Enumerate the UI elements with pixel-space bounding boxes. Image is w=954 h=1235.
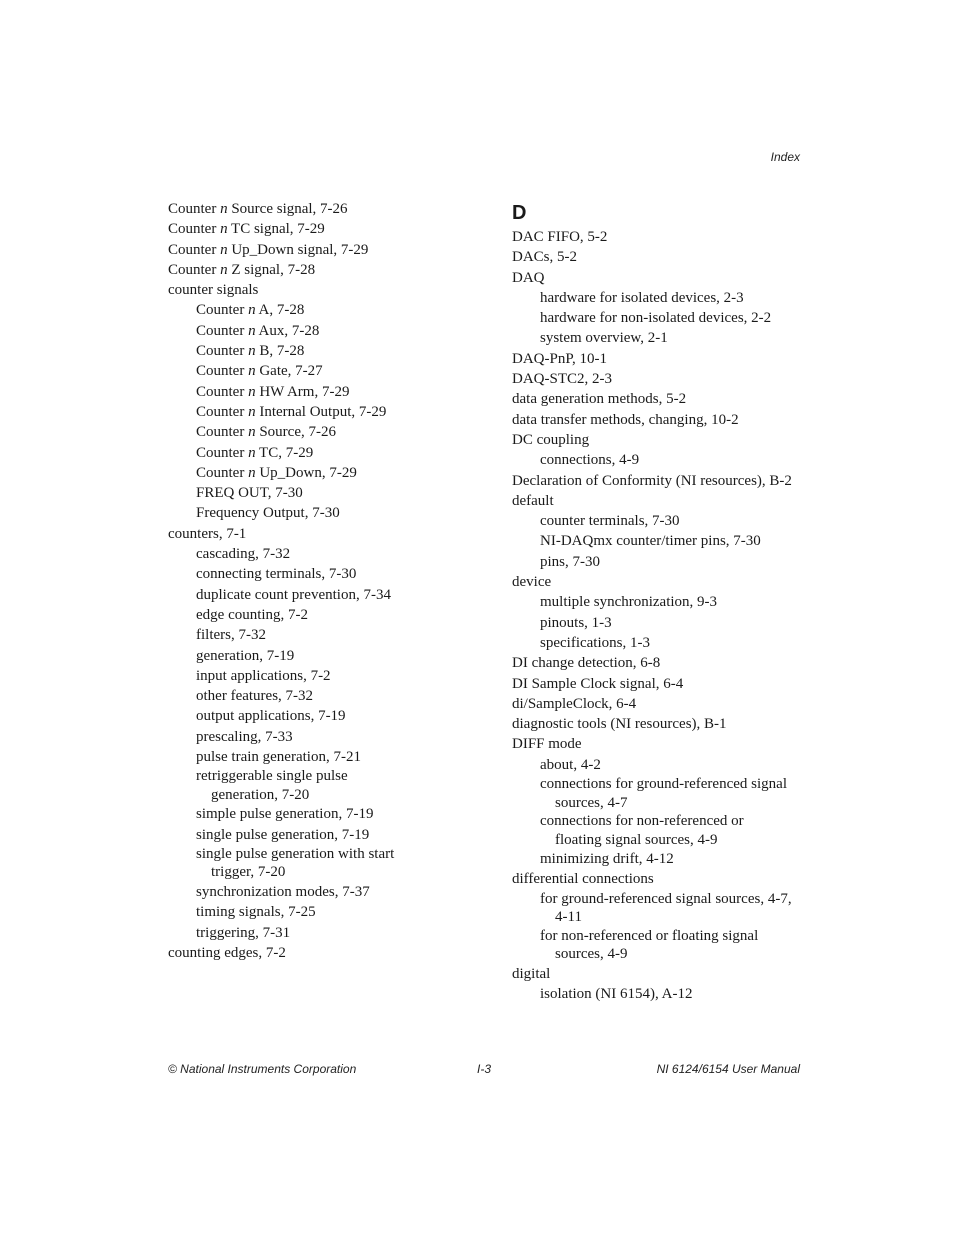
- index-subentry: pins, 7-30: [540, 553, 600, 570]
- index-subentry: duplicate count prevention, 7-34: [196, 586, 391, 603]
- index-subentry: NI-DAQmx counter/timer pins, 7-30: [540, 533, 761, 550]
- index-entry: Counter n Up_Down signal, 7-29: [168, 241, 369, 258]
- index-subentry: edge counting, 7-2: [196, 606, 309, 623]
- index-subentry: generation, 7-19: [196, 647, 295, 664]
- footer-copyright: © National Instruments Corporation: [168, 1062, 357, 1076]
- index-subentry: connections for non-referenced or floating signal sources, 4-9: [540, 813, 744, 848]
- footer-manual-title: NI 6124/6154 User Manual: [656, 1062, 800, 1076]
- index-subentry: filters, 7-32: [196, 627, 266, 644]
- index-entry: digital: [512, 965, 551, 982]
- index-subentry: other features, 7-32: [196, 688, 314, 705]
- index-entry: DIFF mode: [512, 736, 582, 753]
- index-entry: DAC FIFO, 5-2: [512, 229, 608, 245]
- index-subentry: single pulse generation with start trigger, 7-20: [196, 845, 395, 881]
- index-entry: differential connections: [512, 871, 654, 888]
- index-subentry: about, 4-2: [540, 756, 601, 773]
- index-subentry: connecting terminals, 7-30: [196, 566, 357, 583]
- index-entry: data generation methods, 5-2: [512, 391, 687, 408]
- index-subentry: retriggerable single pulse generation, 7-20: [196, 768, 348, 803]
- index-subentry: Counter n Source, 7-26: [196, 424, 336, 441]
- index-entry: device: [512, 574, 552, 591]
- index-subentry: synchronization modes, 7-37: [196, 883, 370, 900]
- index-subentry: hardware for isolated devices, 2-3: [540, 289, 744, 306]
- index-subentry: Frequency Output, 7-30: [196, 505, 340, 522]
- index-subentry: minimizing drift, 4-12: [540, 851, 674, 868]
- index-subentry: connections for ground-referenced signal sources, 4-7: [540, 776, 787, 811]
- index-subentry: Counter n A, 7-28: [196, 302, 305, 319]
- index-subentry: for non-referenced or floating signal sources, 4-9: [540, 927, 759, 963]
- index-entry: counting edges, 7-2: [168, 944, 286, 961]
- index-subentry: hardware for non-isolated devices, 2-2: [540, 310, 772, 327]
- index-subentry: cascading, 7-32: [196, 546, 291, 563]
- index-entry: DC coupling: [512, 431, 590, 448]
- index-entries-d: [512, 227, 812, 1004]
- index-subentry: Counter n Internal Output, 7-29: [196, 403, 387, 420]
- index-entry: Counter n Source signal, 7-26: [168, 201, 348, 217]
- index-subentry: Counter n Gate, 7-27: [196, 363, 323, 380]
- footer-page-number: I-3: [477, 1062, 492, 1076]
- index-subentry: input applications, 7-2: [196, 667, 331, 684]
- index-subentry: isolation (NI 6154), A-12: [540, 985, 693, 1002]
- index-entry: data transfer methods, changing, 10-2: [512, 411, 739, 428]
- index-subentry: timing signals, 7-25: [196, 904, 316, 921]
- index-subentry: FREQ OUT, 7-30: [196, 485, 303, 502]
- index-subentry: triggering, 7-31: [196, 924, 291, 941]
- index-entry: DAQ: [512, 269, 545, 286]
- index-column-right: [512, 199, 812, 1004]
- index-subentry: Counter n TC, 7-29: [196, 444, 314, 461]
- index-entry: DAQ-STC2, 2-3: [512, 371, 612, 388]
- index-entry: diagnostic tools (NI resources), B-1: [512, 716, 727, 733]
- index-entry: Counter n Z signal, 7-28: [168, 261, 316, 278]
- index-subentry: pinouts, 1-3: [540, 614, 612, 631]
- index-column-left: [168, 199, 418, 963]
- index-subentry: specifications, 1-3: [540, 634, 650, 651]
- index-subentry: Counter n Up_Down, 7-29: [196, 464, 357, 481]
- index-entry: counters, 7-1: [168, 525, 247, 542]
- index-entry: Counter n TC signal, 7-29: [168, 221, 325, 238]
- index-subentry: single pulse generation, 7-19: [196, 826, 370, 843]
- index-entry: DI Sample Clock signal, 6-4: [512, 675, 684, 692]
- index-subentry: multiple synchronization, 9-3: [540, 594, 718, 611]
- index-subentry: pulse train generation, 7-21: [196, 749, 361, 766]
- index-subentry: simple pulse generation, 7-19: [196, 806, 374, 823]
- index-entry: default: [512, 492, 554, 509]
- running-header: Index: [770, 150, 800, 164]
- index-subentry: counter terminals, 7-30: [540, 513, 680, 530]
- index-subentry: Counter n B, 7-28: [196, 343, 305, 360]
- index-entry: DAQ-PnP, 10-1: [512, 350, 608, 367]
- index-entry: DACs, 5-2: [512, 249, 578, 266]
- index-subentry: output applications, 7-19: [196, 708, 346, 725]
- index-subentry: Counter n Aux, 7-28: [196, 322, 320, 339]
- index-subentry: prescaling, 7-33: [196, 728, 293, 745]
- index-subentry: Counter n HW Arm, 7-29: [196, 383, 350, 400]
- index-entry: di/SampleClock, 6-4: [512, 695, 637, 712]
- index-subentry: system overview, 2-1: [540, 330, 668, 347]
- index-subentry: for ground-referenced signal sources, 4-7, 4-11: [540, 890, 792, 926]
- index-entry: counter signals: [168, 282, 259, 299]
- index-entry: DI change detection, 6-8: [512, 655, 661, 672]
- index-subentry: connections, 4-9: [540, 452, 640, 469]
- section-letter: D: [512, 202, 527, 224]
- index-entry: Declaration of Conformity (NI resources), B-2: [512, 472, 792, 489]
